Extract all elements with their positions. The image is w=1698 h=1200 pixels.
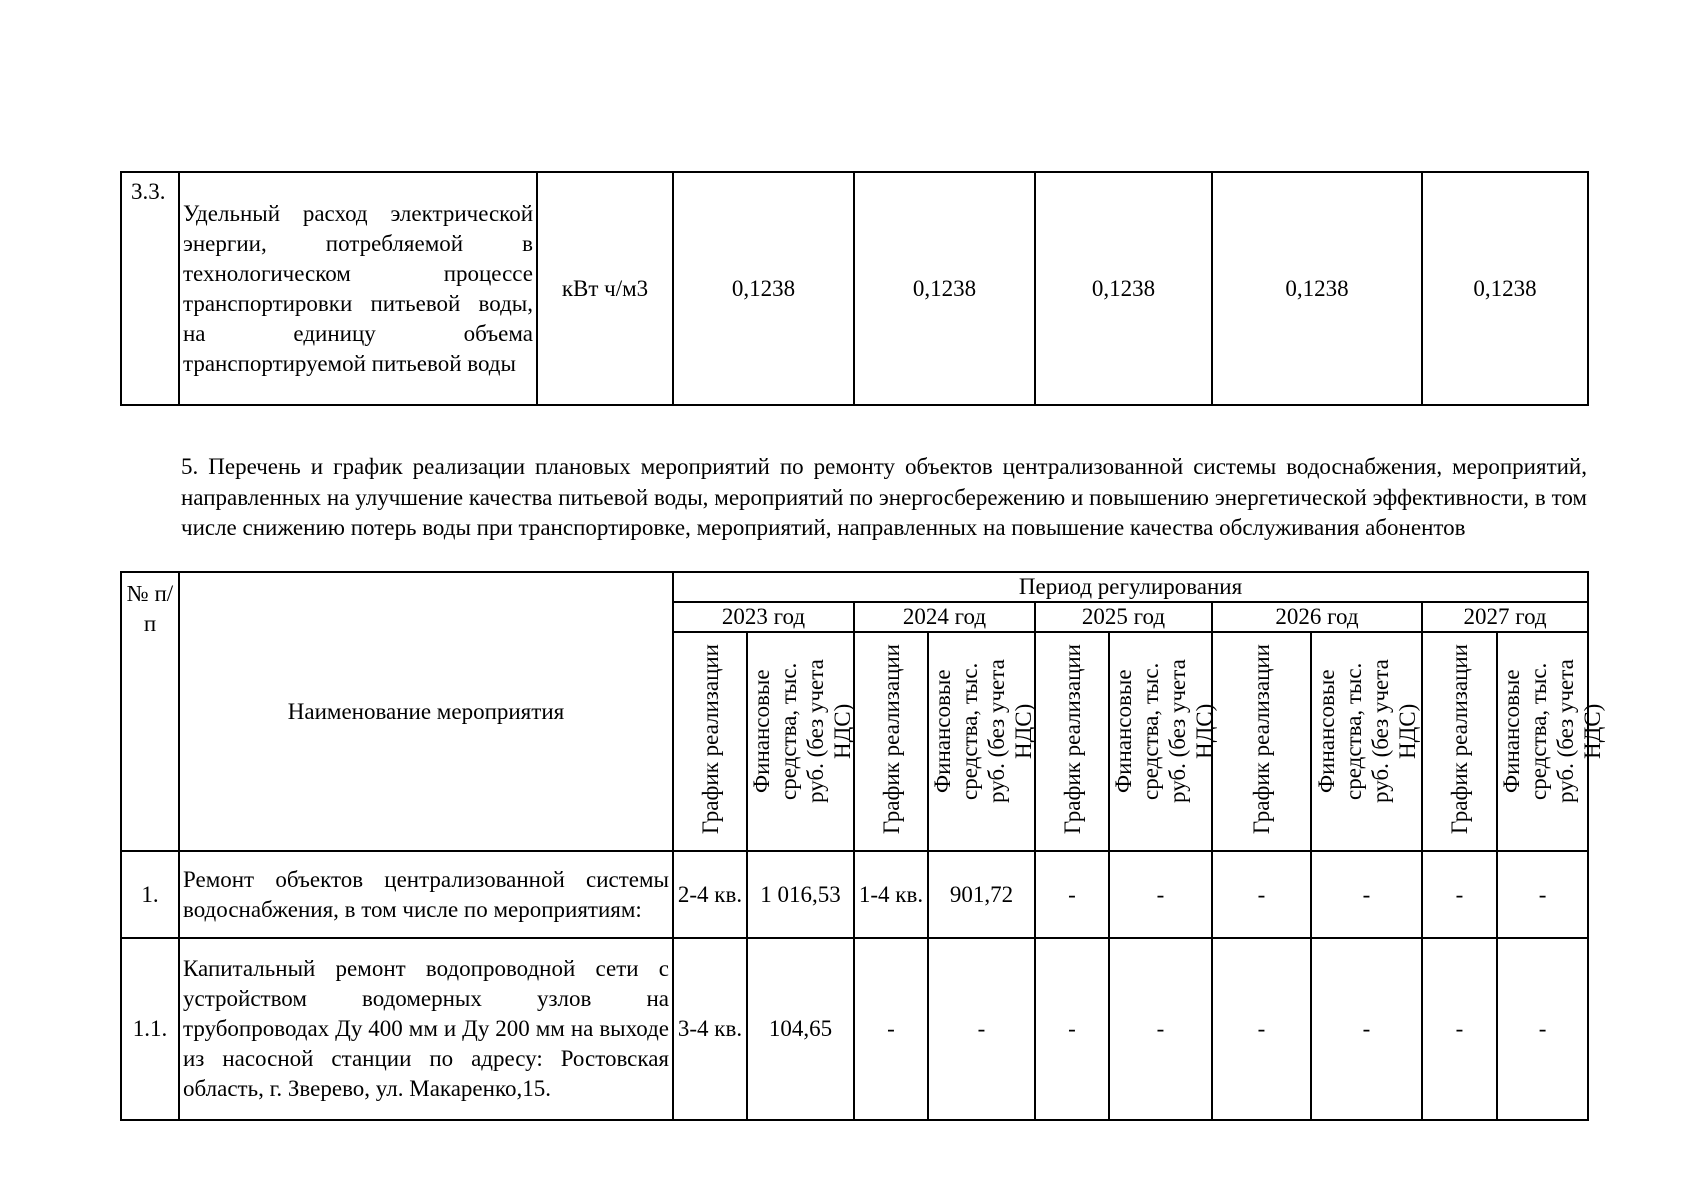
row-number: 1.1.: [121, 938, 179, 1120]
header-finance-2024: [928, 632, 1035, 851]
header-schedule-2024: [854, 632, 928, 851]
header-schedule-label: График реализации: [1249, 643, 1274, 834]
schedule-cell-2023: 3-4 кв.: [673, 938, 747, 1120]
measure-name: Ремонт объектов централизованной системы водоснабжения, в том числе по мероприятиям:: [179, 851, 673, 938]
value-cell-2025: 0,1238: [1035, 172, 1212, 405]
header-finance-label: Финансовые средства, тыс. руб. (без учета НДС): [749, 659, 855, 803]
finance-cell-2026: -: [1311, 938, 1422, 1120]
header-row-period: [121, 572, 1588, 602]
schedule-cell-2027: -: [1422, 938, 1497, 1120]
row-number: 3.3.: [121, 172, 179, 405]
schedule-cell-2023: 2-4 кв.: [673, 851, 747, 938]
value-cell-2024: 0,1238: [854, 172, 1035, 405]
header-finance-2026: [1311, 632, 1422, 851]
header-schedule-label: График реализации: [1059, 643, 1085, 834]
header-year-2023: 2023 год: [673, 602, 854, 632]
header-finance-label: Финансовые средства, тыс. руб. (без учета НДС): [930, 659, 1036, 803]
finance-cell-2024: -: [928, 938, 1035, 1120]
header-finance-2025: [1109, 632, 1217, 851]
finance-cell-2023: 1 016,53: [747, 851, 854, 938]
value-cell-2023: 0,1238: [673, 172, 854, 405]
header-finance-label: Финансовые средства, тыс. руб. (без учета НДС): [1313, 659, 1420, 803]
schedule-cell-2027: -: [1422, 851, 1497, 938]
indicator-table: [120, 171, 1589, 406]
header-finance-2023: [747, 632, 854, 851]
measures-table: [120, 571, 1605, 1121]
header-schedule-label: График реализации: [1447, 643, 1472, 834]
schedule-cell-2025: -: [1035, 851, 1109, 938]
header-schedule-2025: [1035, 632, 1109, 851]
finance-cell-2023: 104,65: [747, 938, 854, 1120]
header-number: № п/п: [121, 572, 179, 851]
table-row: [121, 938, 1588, 1120]
header-finance-label: Финансовые средства, тыс. руб. (без учета НДС): [1499, 659, 1605, 803]
finance-cell-2024: 901,72: [928, 851, 1035, 938]
finance-cell-2026: -: [1311, 851, 1422, 938]
table-row: [121, 172, 1588, 405]
finance-cell-2027: -: [1497, 851, 1588, 938]
header-year-2024: 2024 год: [854, 602, 1035, 632]
schedule-cell-2024: -: [854, 938, 928, 1120]
header-year-2025: 2025 год: [1035, 602, 1212, 632]
value-cell-2027: 0,1238: [1422, 172, 1588, 405]
value-cell-2026: 0,1238: [1212, 172, 1422, 405]
header-period: Период регулирования: [673, 572, 1588, 602]
finance-cell-2027: -: [1497, 938, 1588, 1120]
header-schedule-2027: [1422, 632, 1497, 851]
header-year-2026: 2026 год: [1212, 602, 1422, 632]
schedule-cell-2025: -: [1035, 938, 1109, 1120]
header-schedule-label: График реализации: [878, 643, 904, 834]
header-measure-name: Наименование мероприятия: [179, 572, 673, 851]
schedule-cell-2026: -: [1212, 938, 1311, 1120]
section-title: 5. Перечень и график реализации плановых мероприятий по ремонту объектов централизованной системы водоснабжения, мероприятий, направленных на улучшение качества питьевой воды, мероприятий по энергосбережению и повышению энергетической эффективности, в том числе снижению потерь воды при транспортировке, мероприятий, направленных на повышение качества обслуживания абонентов: [181, 454, 1587, 540]
header-schedule-2023: [673, 632, 747, 851]
table-row: [121, 851, 1588, 938]
header-finance-2027: [1497, 632, 1605, 851]
finance-cell-2025: -: [1109, 938, 1212, 1120]
indicator-name: Удельный расход электрической энергии, потребляемой в технологическом процессе транспортировки питьевой воды, на единицу объема транспортируемой питьевой воды: [179, 172, 537, 405]
schedule-cell-2024: 1-4 кв.: [854, 851, 928, 938]
schedule-cell-2026: -: [1212, 851, 1311, 938]
header-schedule-2026: [1212, 632, 1311, 851]
unit-cell: кВт ч/м3: [537, 172, 673, 405]
measure-name: Капитальный ремонт водопроводной сети с устройством водомерных узлов на трубопроводах Ду 400 мм и Ду 200 мм на выходе из насосной станции по адресу: Ростовская область, г. Зверево, ул. Макаренко,15.: [179, 938, 673, 1120]
header-finance-label: Финансовые средства, тыс. руб. (без учета НДС): [1111, 659, 1217, 803]
header-year-2027: 2027 год: [1422, 602, 1588, 632]
finance-cell-2025: -: [1109, 851, 1212, 938]
row-number: 1.: [121, 851, 179, 938]
header-schedule-label: График реализации: [697, 643, 723, 834]
